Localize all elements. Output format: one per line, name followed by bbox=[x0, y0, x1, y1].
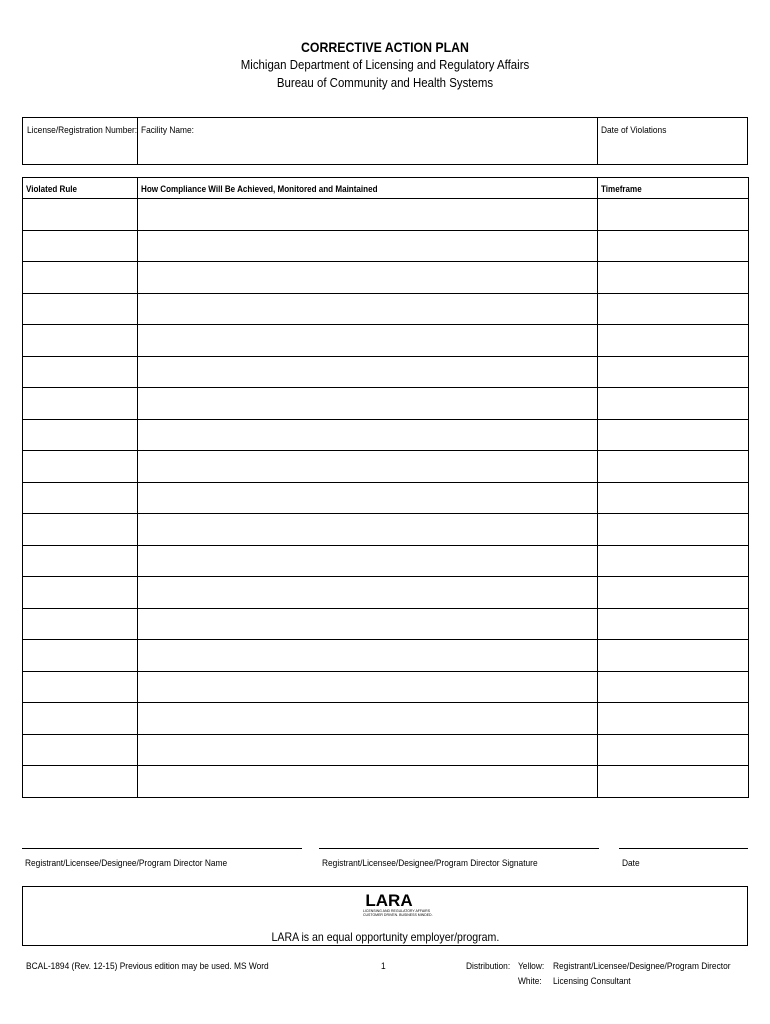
timeframe-cell[interactable] bbox=[598, 230, 749, 262]
violated-rule-cell[interactable] bbox=[23, 640, 138, 672]
table-row bbox=[23, 577, 749, 609]
lara-logo: LARA LICENSING AND REGULATORY AFFAIRS CUSTOMER DRIVEN. BUSINESS MINDED. bbox=[363, 891, 433, 917]
distribution-label: Distribution: bbox=[466, 961, 511, 972]
timeframe-cell[interactable] bbox=[598, 293, 749, 325]
form-header bbox=[0, 38, 770, 92]
table-row bbox=[23, 293, 749, 325]
violated-rule-cell[interactable] bbox=[23, 293, 138, 325]
timeframe-cell[interactable] bbox=[598, 671, 749, 703]
violated-rule-cell[interactable] bbox=[23, 451, 138, 483]
violated-rule-cell[interactable] bbox=[23, 262, 138, 294]
white-label: White: bbox=[518, 976, 542, 987]
signature-label: Registrant/Licensee/Designee/Program Director Signature bbox=[322, 858, 538, 869]
facility-name-field[interactable]: Facility Name: bbox=[141, 125, 194, 136]
form-title: CORRECTIVE ACTION PLAN bbox=[301, 39, 469, 55]
bureau-name: Bureau of Community and Health Systems bbox=[276, 75, 494, 90]
violated-rule-cell[interactable] bbox=[23, 230, 138, 262]
timeframe-cell[interactable] bbox=[598, 482, 749, 514]
compliance-cell[interactable] bbox=[138, 482, 598, 514]
yellow-label: Yellow: bbox=[518, 961, 545, 972]
violated-rule-cell[interactable] bbox=[23, 388, 138, 420]
violated-rule-cell[interactable] bbox=[23, 545, 138, 577]
violated-rule-cell[interactable] bbox=[23, 766, 138, 798]
date-of-violations-field[interactable]: Date of Violations bbox=[601, 125, 667, 136]
table-row bbox=[23, 451, 749, 483]
violated-rule-cell[interactable] bbox=[23, 199, 138, 231]
compliance-cell[interactable] bbox=[138, 451, 598, 483]
compliance-cell[interactable] bbox=[138, 514, 598, 546]
violated-rule-cell[interactable] bbox=[23, 419, 138, 451]
timeframe-cell[interactable] bbox=[598, 451, 749, 483]
compliance-cell[interactable] bbox=[138, 419, 598, 451]
compliance-cell[interactable] bbox=[138, 545, 598, 577]
compliance-cell[interactable] bbox=[138, 262, 598, 294]
violated-rule-cell[interactable] bbox=[23, 734, 138, 766]
compliance-cell[interactable] bbox=[138, 230, 598, 262]
timeframe-cell[interactable] bbox=[598, 545, 749, 577]
timeframe-cell[interactable] bbox=[598, 262, 749, 294]
compliance-cell[interactable] bbox=[138, 356, 598, 388]
timeframe-cell[interactable] bbox=[598, 734, 749, 766]
compliance-cell[interactable] bbox=[138, 766, 598, 798]
compliance-cell[interactable] bbox=[138, 388, 598, 420]
violated-rule-cell[interactable] bbox=[23, 703, 138, 735]
timeframe-cell[interactable] bbox=[598, 388, 749, 420]
name-label: Registrant/Licensee/Designee/Program Director Name bbox=[25, 858, 228, 869]
violated-rule-cell[interactable] bbox=[23, 577, 138, 609]
eeo-box bbox=[22, 886, 748, 946]
compliance-cell[interactable] bbox=[138, 671, 598, 703]
timeframe-cell[interactable] bbox=[598, 766, 749, 798]
table-row bbox=[23, 545, 749, 577]
yellow-value: Registrant/Licensee/Designee/Program Director bbox=[553, 961, 731, 972]
violated-rule-cell[interactable] bbox=[23, 514, 138, 546]
table-row bbox=[23, 388, 749, 420]
violated-rule-cell[interactable] bbox=[23, 325, 138, 357]
table-row bbox=[23, 230, 749, 262]
timeframe-cell[interactable] bbox=[598, 419, 749, 451]
name-signature-line[interactable] bbox=[22, 848, 302, 849]
table-row bbox=[23, 262, 749, 294]
table-row bbox=[23, 514, 749, 546]
license-number-field[interactable]: License/Registration Number: bbox=[27, 125, 138, 136]
table-row bbox=[23, 356, 749, 388]
page-number: 1 bbox=[381, 961, 386, 972]
white-value: Licensing Consultant bbox=[553, 976, 631, 987]
compliance-cell[interactable] bbox=[138, 608, 598, 640]
date-signature-line[interactable] bbox=[619, 848, 748, 849]
compliance-cell[interactable] bbox=[138, 199, 598, 231]
eeo-statement: LARA is an equal opportunity employer/program. bbox=[271, 930, 499, 944]
timeframe-cell[interactable] bbox=[598, 325, 749, 357]
compliance-cell[interactable] bbox=[138, 325, 598, 357]
corrective-action-table bbox=[22, 177, 749, 798]
table-row bbox=[23, 671, 749, 703]
timeframe-cell[interactable] bbox=[598, 199, 749, 231]
table-row bbox=[23, 419, 749, 451]
compliance-cell[interactable] bbox=[138, 577, 598, 609]
compliance-cell[interactable] bbox=[138, 293, 598, 325]
violated-rule-cell[interactable] bbox=[23, 671, 138, 703]
timeframe-cell[interactable] bbox=[598, 577, 749, 609]
compliance-cell[interactable] bbox=[138, 734, 598, 766]
timeframe-cell[interactable] bbox=[598, 608, 749, 640]
violated-rule-cell[interactable] bbox=[23, 356, 138, 388]
violated-rule-cell[interactable] bbox=[23, 482, 138, 514]
department-name: Michigan Department of Licensing and Regulatory Affairs bbox=[240, 57, 530, 72]
table-row bbox=[23, 482, 749, 514]
table-row bbox=[23, 325, 749, 357]
compliance-cell[interactable] bbox=[138, 703, 598, 735]
facility-info-box bbox=[22, 117, 748, 165]
column-header-compliance: How Compliance Will Be Achieved, Monitored and Maintained bbox=[138, 178, 598, 199]
column-header-violated-rule: Violated Rule bbox=[23, 178, 138, 199]
signature-line[interactable] bbox=[319, 848, 599, 849]
table-row bbox=[23, 766, 749, 798]
table-header-row bbox=[23, 178, 749, 199]
timeframe-cell[interactable] bbox=[598, 356, 749, 388]
compliance-cell[interactable] bbox=[138, 640, 598, 672]
table-row bbox=[23, 199, 749, 231]
violated-rule-cell[interactable] bbox=[23, 608, 138, 640]
table-row bbox=[23, 640, 749, 672]
table-row bbox=[23, 608, 749, 640]
column-header-timeframe: Timeframe bbox=[598, 178, 749, 199]
form-id: BCAL-1894 (Rev. 12-15) Previous edition may be used. MS Word bbox=[26, 961, 269, 972]
timeframe-cell[interactable] bbox=[598, 514, 749, 546]
timeframe-cell[interactable] bbox=[598, 703, 749, 735]
timeframe-cell[interactable] bbox=[598, 640, 749, 672]
table-row bbox=[23, 734, 749, 766]
date-label: Date bbox=[622, 858, 640, 869]
table-row bbox=[23, 703, 749, 735]
